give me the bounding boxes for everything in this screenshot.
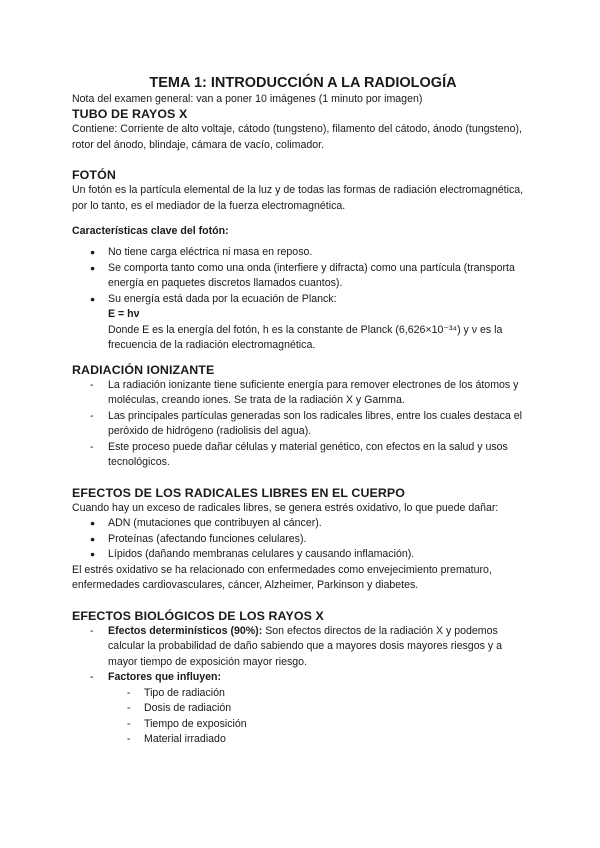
list-item: - Tiempo de exposición bbox=[72, 717, 534, 733]
factors-list bbox=[72, 686, 534, 748]
foton-subheading: Características clave del fotón: bbox=[72, 225, 229, 237]
list-item: - Tipo de radiación bbox=[72, 686, 534, 702]
heading-biologicos: EFECTOS BIOLÓGICOS DE LOS RAYOS X bbox=[72, 608, 324, 623]
list-item: ● No tiene carga eléctrica ni masa en reposo. bbox=[72, 245, 534, 261]
heading-ionizante: RADIACIÓN IONIZANTE bbox=[72, 362, 215, 377]
deterministic-text: Son efectos directos de la radiación X y podemos calcular la probabilidad de daño sabiendo que a mayores dosis mayores riesgos y a mayor tiempo de exposición mayor riesgo. bbox=[108, 624, 502, 668]
foton-list bbox=[72, 245, 534, 354]
heading-foton: FOTÓN bbox=[72, 168, 116, 182]
radicales-outro: El estrés oxidativo se ha relacionado con enfermedades como envejecimiento prematuro, enfermedades cardiovasculares, cáncer, Alzheimer, Parkinson y diabetes. bbox=[72, 563, 492, 591]
factors-label: Factores que influyen: bbox=[108, 671, 222, 683]
page-title: TEMA 1: INTRODUCCIÓN A LA RADIOLOGÍA bbox=[149, 75, 457, 91]
document-page bbox=[72, 74, 534, 748]
list-item: ● Su energía está dada por la ecuación de Planck: E = hν Donde E es la energía del fotón, h es la constante de Planck (6,626×10⁻³⁴) y ν es la frecuencia de la radiación electromagnética. bbox=[72, 292, 534, 354]
list-item: ● Proteínas (afectando funciones celulares). bbox=[72, 532, 534, 548]
list-item: - Este proceso puede dañar células y material genético, con efectos en la salud y usos tecnológicos. bbox=[72, 440, 534, 471]
list-item: - Material irradiado bbox=[72, 732, 534, 748]
list-item: - La radiación ionizante tiene suficiente energía para remover electrones de los átomos y moléculas, creando iones. Se trata de la radiación X y Gamma. bbox=[72, 378, 534, 409]
foton-text: Un fotón es la partícula elemental de la luz y de todas las formas de radiación electromagnética, por lo tanto, es el mediador de la fuerza electromagnética. bbox=[72, 184, 524, 212]
radicales-list bbox=[72, 516, 534, 563]
list-item: - Las principales partículas generadas son los radicales libres, entre los cuales destaca el peróxido de hidrógeno (radiolisis del agua). bbox=[72, 409, 534, 440]
radicales-intro: Cuando hay un exceso de radicales libres, se genera estrés oxidativo, lo que puede dañar: bbox=[72, 501, 499, 514]
biologicos-list bbox=[72, 624, 534, 686]
list-item: ● Lípidos (dañando membranas celulares y causando inflamación). bbox=[72, 547, 534, 563]
planck-description: Donde E es la energía del fotón, h es la constante de Planck (6,626×10⁻³⁴) y ν es la frecuencia de la radiación electromagnética. bbox=[108, 323, 503, 351]
list-item bbox=[72, 624, 534, 671]
list-item: ● Se comporta tanto como una onda (interfiere y difracta) como una partícula (transporta energía en paquetes discretos llamados cuantos). bbox=[72, 261, 534, 292]
list-item: ● ADN (mutaciones que contribuyen al cáncer). bbox=[72, 516, 534, 532]
deterministic-label: Efectos determinísticos (90%): bbox=[108, 624, 263, 637]
list-item bbox=[72, 670, 534, 686]
ionizante-list bbox=[72, 378, 534, 471]
planck-formula: E = hν bbox=[108, 308, 140, 320]
heading-tubo: TUBO DE RAYOS X bbox=[72, 107, 188, 121]
exam-note: Nota del examen general: van a poner 10 imágenes (1 minuto por imagen) bbox=[72, 93, 423, 105]
list-item: - Dosis de radiación bbox=[72, 701, 534, 717]
tubo-text: Contiene: Corriente de alto voltaje, cátodo (tungsteno), filamento del cátodo, ánodo (tungsteno), rotor del ánodo, blindaje, cámara de vacío, colimador. bbox=[72, 123, 522, 151]
heading-radicales: EFECTOS DE LOS RADICALES LIBRES EN EL CUERPO bbox=[72, 485, 406, 500]
